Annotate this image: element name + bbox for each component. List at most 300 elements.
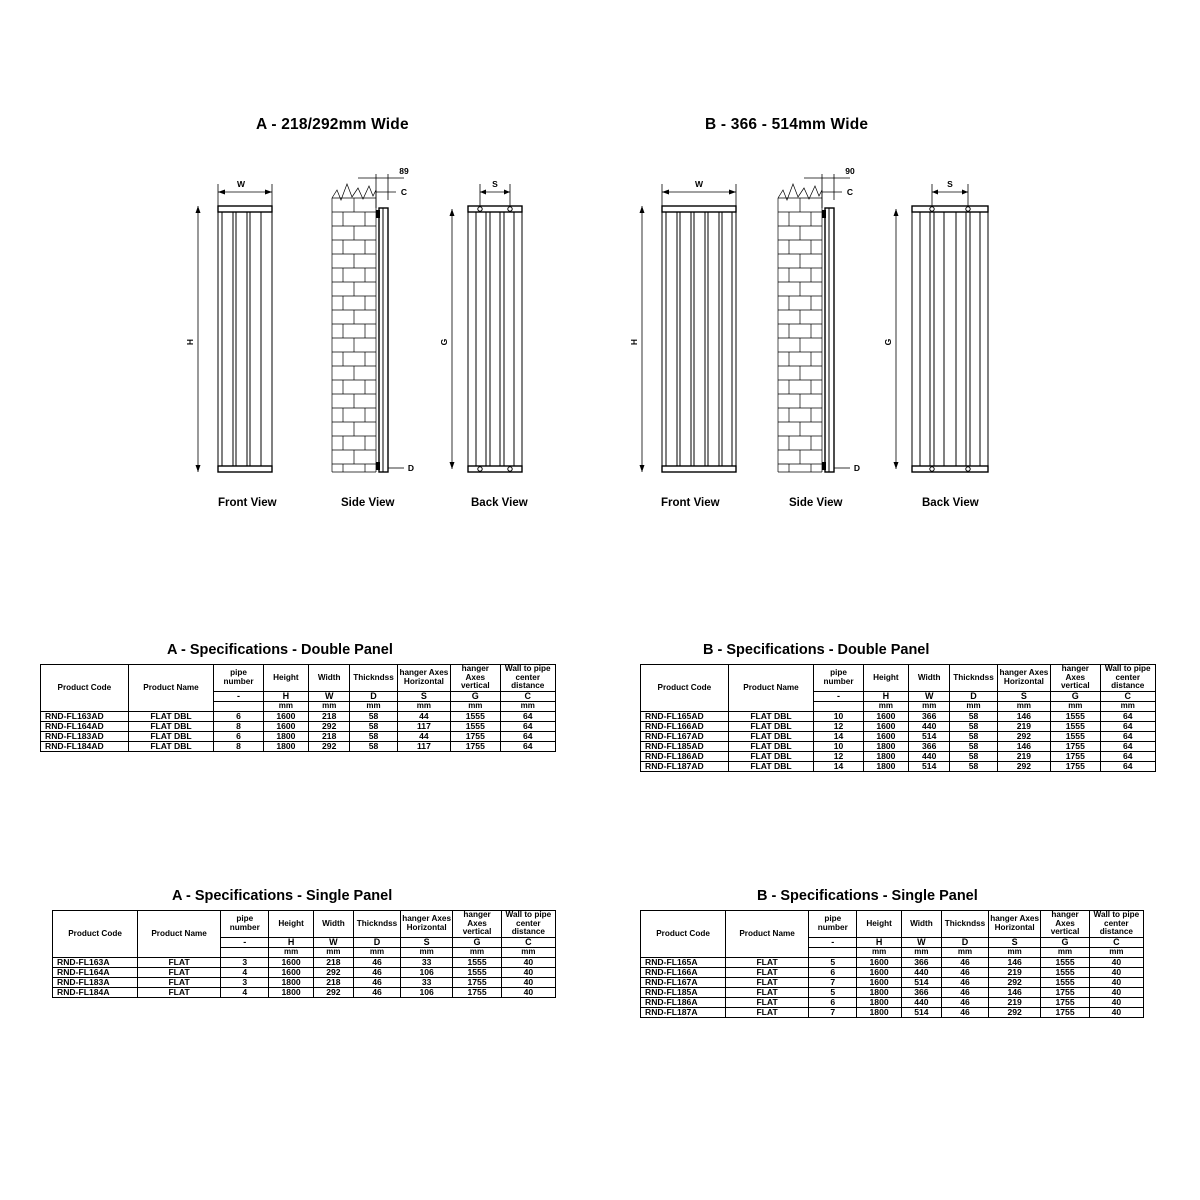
cell-product-name: FLAT [726,987,809,997]
cell-hanger-v: 1755 [1051,751,1100,761]
cell-width: 292 [309,721,350,731]
drawing-a [180,150,570,490]
cell-thickness: 58 [950,721,997,731]
table-row [641,967,1144,977]
table-row [53,967,556,977]
th-height: Height [857,911,901,938]
table-header-row [641,665,1156,692]
table-row [53,977,556,987]
cell-width: 514 [901,1007,941,1017]
cell-wall: 40 [1089,997,1143,1007]
cell-width: 218 [309,731,350,741]
cell-product-name: FLAT DBL [728,761,814,771]
cell-thickness: 46 [942,997,989,1007]
table-row [641,997,1144,1007]
cell-pipe: 5 [809,957,857,967]
th-product-code: Product Code [41,665,129,712]
cell-hanger-v: 1755 [1041,987,1089,997]
cell-width: 440 [901,967,941,977]
cell-product-code: RND-FL185AD [641,741,729,751]
sym-c: C [500,691,556,701]
table-row [41,711,556,721]
svg-text:90: 90 [845,166,855,176]
cell-hanger-v: 1755 [451,741,500,751]
cell-hanger-v: 1755 [1041,997,1089,1007]
cell-height: 1600 [263,721,308,731]
table-a-double-title: A - Specifications - Double Panel [167,642,393,658]
cell-height: 1800 [863,761,908,771]
cell-wall: 64 [500,741,556,751]
cell-thickness: 46 [354,987,401,997]
svg-text:89: 89 [399,166,409,176]
cell-product-name: FLAT DBL [128,721,214,731]
table-header-row [641,911,1144,938]
cell-width: 366 [901,957,941,967]
cell-hanger-v: 1555 [1051,721,1100,731]
cell-product-name: FLAT DBL [728,721,814,731]
cell-wall: 64 [500,731,556,741]
sym-h: H [857,937,901,947]
unit-s: mm [997,702,1050,711]
cell-thickness: 46 [354,977,401,987]
th-wall-to-pipe: Wall to pipe center distance [500,665,556,692]
cell-hanger-h: 219 [988,997,1041,1007]
cell-width: 292 [309,741,350,751]
drawing-b-side-view-label: Side View [789,497,843,509]
cell-pipe: 4 [221,987,269,997]
table-a-single [52,910,556,998]
unit-pipe [214,702,263,711]
drawing-a-back-view-label: Back View [471,497,528,509]
cell-thickness: 58 [950,751,997,761]
cell-product-code: RND-FL187A [641,1007,726,1017]
cell-pipe: 10 [814,741,863,751]
th-thickness: Thickndss [354,911,401,938]
cell-hanger-v: 1755 [453,977,501,987]
cell-product-name: FLAT DBL [128,741,214,751]
cell-width: 440 [909,721,950,731]
cell-wall: 64 [500,711,556,721]
cell-width: 292 [313,987,353,997]
table-b-single-title: B - Specifications - Single Panel [757,888,978,904]
th-product-name: Product Name [728,665,814,712]
sym-c: C [1089,937,1143,947]
cell-product-name: FLAT [138,957,221,967]
cell-product-code: RND-FL186A [641,997,726,1007]
cell-hanger-v: 1755 [1041,1007,1089,1017]
svg-text:C: C [846,187,854,197]
cell-thickness: 46 [354,967,401,977]
cell-wall: 64 [1100,761,1156,771]
svg-text:S: S [492,179,498,189]
cell-product-name: FLAT [726,997,809,1007]
th-product-code: Product Code [53,911,138,958]
th-product-name: Product Name [138,911,221,958]
cell-width: 366 [909,711,950,721]
unit-pipe [809,948,857,957]
cell-product-name: FLAT [726,957,809,967]
cell-height: 1800 [863,741,908,751]
cell-hanger-h: 292 [997,761,1050,771]
unit-c: mm [1089,948,1143,957]
cell-product-code: RND-FL183AD [41,731,129,741]
cell-height: 1600 [863,721,908,731]
table-row [641,721,1156,731]
table-row [641,957,1144,967]
cell-width: 218 [313,977,353,987]
cell-height: 1800 [269,987,313,997]
table-row [41,721,556,731]
cell-hanger-h: 146 [997,741,1050,751]
sym-g: G [1051,691,1100,701]
svg-text:G: G [883,338,893,346]
cell-hanger-h: 44 [397,731,450,741]
unit-g: mm [451,702,500,711]
th-height: Height [263,665,308,692]
sym-w: W [909,691,950,701]
cell-product-name: FLAT [726,977,809,987]
cell-wall: 64 [1100,721,1156,731]
cell-thickness: 58 [950,741,997,751]
cell-width: 366 [909,741,950,751]
cell-width: 218 [309,711,350,721]
sym-h: H [263,691,308,701]
svg-text:D: D [853,463,861,473]
cell-product-code: RND-FL165A [641,957,726,967]
cell-wall: 64 [1100,741,1156,751]
cell-product-code: RND-FL165AD [641,711,729,721]
th-height: Height [863,665,908,692]
cell-hanger-v: 1555 [451,721,500,731]
sym-pipe: - [809,937,857,947]
cell-thickness: 58 [950,731,997,741]
cell-hanger-h: 292 [988,977,1041,987]
sym-d: D [350,691,397,701]
table-row [41,731,556,741]
table-row [641,711,1156,721]
sym-d: D [354,937,401,947]
th-pipe-number: pipe number [814,665,863,692]
cell-width: 366 [901,987,941,997]
table-row [53,987,556,997]
svg-text:H: H [629,338,639,346]
cell-pipe: 6 [214,731,263,741]
unit-s: mm [400,948,453,957]
th-wall-to-pipe: Wall to pipe center distance [1100,665,1156,692]
th-pipe-number: pipe number [221,911,269,938]
cell-width: 440 [901,997,941,1007]
sym-w: W [309,691,350,701]
cell-product-code: RND-FL184AD [41,741,129,751]
unit-w: mm [309,702,350,711]
table-row [41,741,556,751]
unit-s: mm [397,702,450,711]
unit-d: mm [950,702,997,711]
cell-height: 1800 [863,751,908,761]
th-width: Width [901,911,941,938]
drawing-b-back-view-label: Back View [922,497,979,509]
sym-pipe: - [214,691,263,701]
th-hanger-vertical: hanger Axes vertical [453,911,501,938]
cell-hanger-v: 1555 [1051,711,1100,721]
cell-hanger-h: 146 [997,711,1050,721]
sym-g: G [453,937,501,947]
cell-wall: 40 [1089,977,1143,987]
drawing-b-svg [620,150,1020,490]
cell-product-name: FLAT DBL [128,731,214,741]
cell-wall: 64 [500,721,556,731]
cell-wall: 40 [1089,967,1143,977]
th-pipe-number: pipe number [809,911,857,938]
table-row [641,751,1156,761]
th-thickness: Thickndss [942,911,989,938]
cell-hanger-v: 1555 [453,957,501,967]
cell-height: 1600 [863,711,908,721]
cell-thickness: 58 [350,721,397,731]
svg-text:C: C [400,187,408,197]
cell-height: 1600 [857,957,901,967]
cell-product-code: RND-FL184A [53,987,138,997]
cell-product-name: FLAT DBL [728,751,814,761]
sym-s: S [997,691,1050,701]
cell-product-name: FLAT [138,967,221,977]
svg-text:S: S [947,179,953,189]
cell-product-code: RND-FL166A [641,967,726,977]
cell-wall: 40 [501,967,555,977]
cell-thickness: 46 [354,957,401,967]
unit-g: mm [1051,702,1100,711]
svg-text:W: W [236,179,246,189]
cell-wall: 40 [1089,957,1143,967]
drawing-b-title: B - 366 - 514mm Wide [705,116,869,133]
unit-d: mm [942,948,989,957]
cell-hanger-h: 117 [397,721,450,731]
cell-pipe: 7 [809,1007,857,1017]
table-b-double [640,664,1156,772]
cell-pipe: 6 [809,997,857,1007]
cell-product-code: RND-FL163A [53,957,138,967]
cell-hanger-h: 219 [988,967,1041,977]
table-header-row [41,665,556,692]
cell-hanger-h: 146 [988,987,1041,997]
cell-wall: 40 [501,987,555,997]
cell-hanger-v: 1555 [1041,967,1089,977]
svg-text:W: W [694,179,704,189]
cell-hanger-v: 1555 [451,711,500,721]
cell-height: 1600 [263,711,308,721]
cell-hanger-h: 292 [997,731,1050,741]
unit-g: mm [1041,948,1089,957]
cell-hanger-v: 1555 [453,967,501,977]
unit-d: mm [354,948,401,957]
cell-product-code: RND-FL183A [53,977,138,987]
cell-product-name: FLAT DBL [728,711,814,721]
table-b-single [640,910,1144,1018]
cell-hanger-v: 1755 [1051,741,1100,751]
cell-width: 514 [909,761,950,771]
sym-s: S [397,691,450,701]
drawing-a-svg [180,150,570,490]
cell-thickness: 46 [942,987,989,997]
cell-wall: 64 [1100,711,1156,721]
th-product-code: Product Code [641,665,729,712]
cell-thickness: 58 [350,711,397,721]
cell-hanger-h: 44 [397,711,450,721]
cell-pipe: 5 [809,987,857,997]
th-width: Width [909,665,950,692]
sym-c: C [501,937,555,947]
cell-thickness: 58 [350,741,397,751]
cell-hanger-h: 106 [400,987,453,997]
cell-pipe: 3 [221,977,269,987]
unit-pipe [221,948,269,957]
cell-wall: 40 [1089,987,1143,997]
sym-h: H [269,937,313,947]
unit-h: mm [263,702,308,711]
th-hanger-horizontal: hanger Axes Horizontal [397,665,450,692]
cell-product-code: RND-FL186AD [641,751,729,761]
cell-pipe: 8 [214,721,263,731]
cell-product-name: FLAT [138,977,221,987]
cell-product-code: RND-FL167A [641,977,726,987]
sym-s: S [400,937,453,947]
cell-pipe: 4 [221,967,269,977]
cell-product-code: RND-FL187AD [641,761,729,771]
cell-height: 1600 [857,967,901,977]
cell-product-code: RND-FL185A [641,987,726,997]
cell-pipe: 7 [809,977,857,987]
cell-thickness: 46 [942,957,989,967]
cell-wall: 40 [501,957,555,967]
cell-hanger-v: 1755 [1051,761,1100,771]
cell-hanger-h: 146 [988,957,1041,967]
cell-hanger-v: 1555 [1051,731,1100,741]
th-thickness: Thickndss [950,665,997,692]
table-a-single-title: A - Specifications - Single Panel [172,888,393,904]
th-hanger-horizontal: hanger Axes Horizontal [988,911,1041,938]
cell-height: 1600 [857,977,901,987]
cell-pipe: 8 [214,741,263,751]
th-hanger-horizontal: hanger Axes Horizontal [997,665,1050,692]
cell-hanger-h: 219 [997,721,1050,731]
cell-product-code: RND-FL163AD [41,711,129,721]
cell-width: 514 [901,977,941,987]
cell-height: 1600 [863,731,908,741]
cell-product-code: RND-FL167AD [641,731,729,741]
th-thickness: Thickndss [350,665,397,692]
cell-product-name: FLAT [726,967,809,977]
drawing-a-title: A - 218/292mm Wide [256,116,409,133]
sym-w: W [313,937,353,947]
cell-product-code: RND-FL164AD [41,721,129,731]
table-row [641,1007,1144,1017]
svg-text:G: G [439,338,449,346]
cell-pipe: 6 [809,967,857,977]
cell-hanger-v: 1755 [453,987,501,997]
th-hanger-vertical: hanger Axes vertical [451,665,500,692]
cell-width: 514 [909,731,950,741]
unit-w: mm [313,948,353,957]
sym-pipe: - [221,937,269,947]
cell-height: 1600 [269,967,313,977]
cell-hanger-h: 292 [988,1007,1041,1017]
cell-hanger-v: 1555 [1041,977,1089,987]
cell-height: 1600 [269,957,313,967]
cell-width: 440 [909,751,950,761]
cell-hanger-h: 33 [400,957,453,967]
th-product-name: Product Name [128,665,214,712]
cell-product-name: FLAT [726,1007,809,1017]
cell-product-name: FLAT [138,987,221,997]
table-row [641,731,1156,741]
th-height: Height [269,911,313,938]
drawing-a-front-view-label: Front View [218,497,277,509]
cell-wall: 64 [1100,731,1156,741]
th-width: Width [313,911,353,938]
th-product-name: Product Name [726,911,809,958]
cell-wall: 64 [1100,751,1156,761]
svg-text:H: H [185,338,195,346]
drawing-b [620,150,1020,490]
sym-c: C [1100,691,1156,701]
cell-pipe: 10 [814,711,863,721]
sym-h: H [863,691,908,701]
cell-product-name: FLAT DBL [728,731,814,741]
cell-height: 1800 [269,977,313,987]
table-row [641,761,1156,771]
th-wall-to-pipe: Wall to pipe center distance [501,911,555,938]
cell-thickness: 46 [942,967,989,977]
unit-w: mm [901,948,941,957]
sym-w: W [901,937,941,947]
cell-hanger-h: 106 [400,967,453,977]
cell-product-name: FLAT DBL [128,711,214,721]
cell-height: 1800 [857,997,901,1007]
svg-text:D: D [407,463,415,473]
cell-width: 292 [313,967,353,977]
unit-pipe [814,702,863,711]
table-row [53,957,556,967]
cell-hanger-h: 117 [397,741,450,751]
unit-d: mm [350,702,397,711]
cell-height: 1800 [263,741,308,751]
cell-hanger-h: 219 [997,751,1050,761]
cell-wall: 40 [501,977,555,987]
table-row [641,987,1144,997]
cell-height: 1800 [857,1007,901,1017]
table-row [641,741,1156,751]
cell-thickness: 58 [950,761,997,771]
th-width: Width [309,665,350,692]
unit-c: mm [501,948,555,957]
cell-height: 1800 [263,731,308,741]
sym-g: G [451,691,500,701]
unit-s: mm [988,948,1041,957]
cell-product-code: RND-FL166AD [641,721,729,731]
unit-h: mm [863,702,908,711]
unit-c: mm [500,702,556,711]
cell-hanger-v: 1555 [1041,957,1089,967]
sym-d: D [950,691,997,701]
th-wall-to-pipe: Wall to pipe center distance [1089,911,1143,938]
th-hanger-horizontal: hanger Axes Horizontal [400,911,453,938]
cell-width: 218 [313,957,353,967]
sym-pipe: - [814,691,863,701]
table-row [641,977,1144,987]
sym-d: D [942,937,989,947]
table-a-double [40,664,556,752]
cell-pipe: 12 [814,721,863,731]
